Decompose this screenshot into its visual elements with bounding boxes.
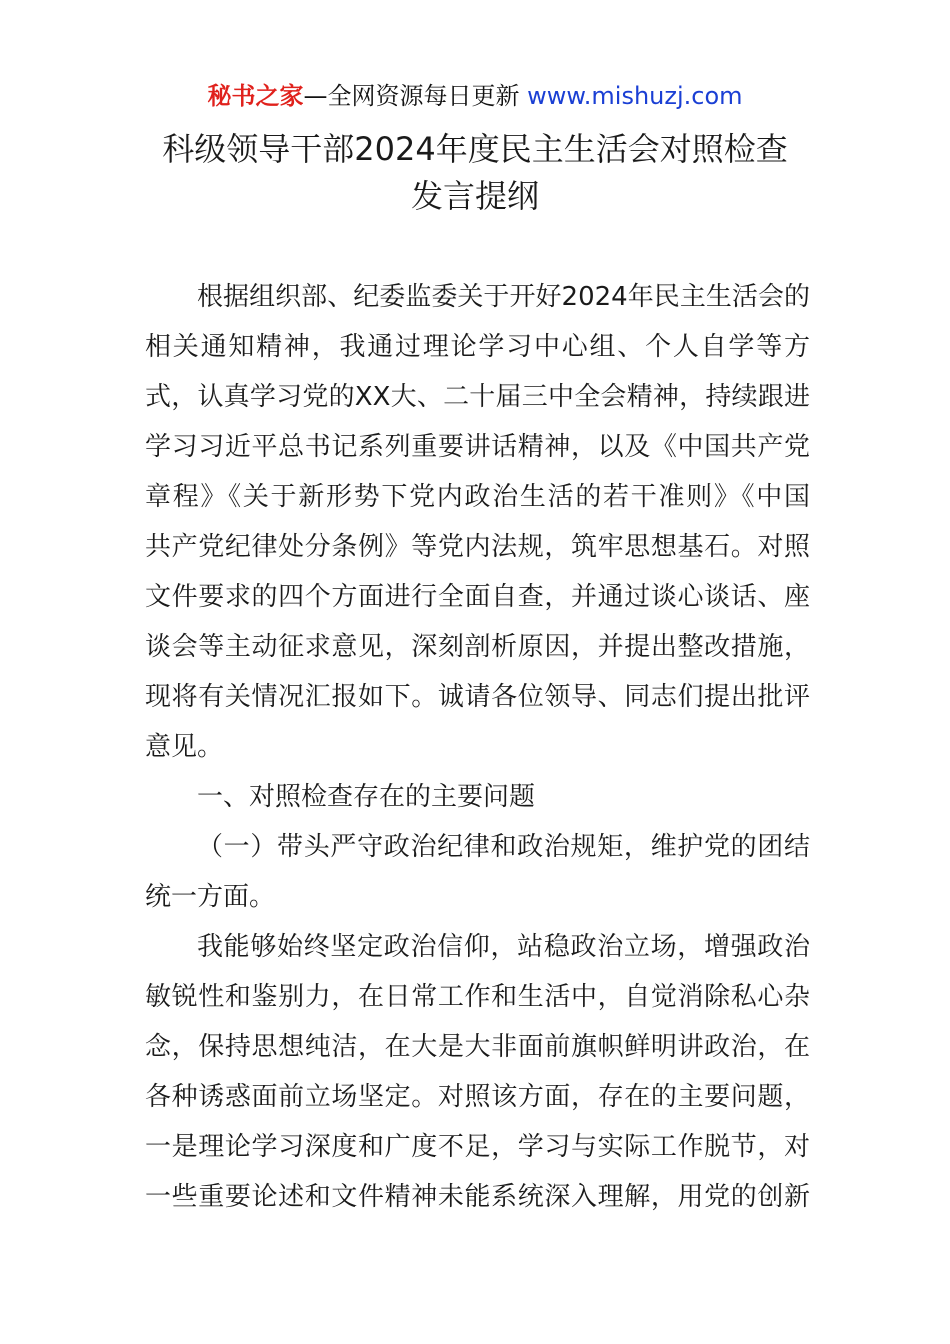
site-url-link[interactable]: www.mishuzj.com: [527, 82, 743, 110]
body-line: 文件要求的四个方面进行全面自查，并通过谈心谈话、座: [145, 582, 810, 612]
site-header: [0, 80, 950, 112]
document-title-line-1: 科级领导干部2024年度民主生活会对照检查: [162, 130, 788, 168]
body-line: 根据组织部、纪委监委关于开好2024年民主生活会的: [197, 282, 810, 312]
body-line: 章程》《关于新形势下党内政治生活的若干准则》《中国: [145, 482, 810, 512]
body-line: 一是理论学习深度和广度不足，学习与实际工作脱节，对: [145, 1132, 810, 1162]
body-line: 式，认真学习党的XX大、二十届三中全会精神，持续跟进: [145, 382, 810, 412]
body-line: 相关通知精神，我通过理论学习中心组、个人自学等方: [145, 332, 810, 362]
header-tagline: —全网资源每日更新: [303, 82, 528, 110]
body-line: 一些重要论述和文件精神未能系统深入理解，用党的创新: [145, 1182, 810, 1212]
body-line: 意见。: [145, 732, 224, 762]
body-line: 各种诱惑面前立场坚定。对照该方面，存在的主要问题，: [145, 1082, 810, 1112]
subsection-heading-cont: 统一方面。: [145, 882, 276, 912]
brand-name: 秘书之家: [207, 82, 304, 110]
body-line: 现将有关情况汇报如下。诚请各位领导、同志们提出批评: [145, 682, 810, 712]
body-line: 谈会等主动征求意见，深刻剖析原因，并提出整改措施，: [145, 632, 810, 662]
document-title-line-2: 发言提纲: [410, 177, 539, 215]
body-line: 学习习近平总书记系列重要讲话精神，以及《中国共产党: [145, 432, 810, 462]
body-line: 敏锐性和鉴别力，在日常工作和生活中，自觉消除私心杂: [145, 982, 810, 1012]
subsection-heading: （一）带头严守政治纪律和政治规矩，维护党的团结: [197, 832, 810, 862]
document-body: [145, 272, 810, 1222]
body-line: 念，保持思想纯洁，在大是大非面前旗帜鲜明讲政治，在: [145, 1032, 810, 1062]
section-heading: 一、对照检查存在的主要问题: [197, 782, 536, 812]
body-line: 共产党纪律处分条例》等党内法规，筑牢思想基石。对照: [145, 532, 810, 562]
body-line: 我能够始终坚定政治信仰，站稳政治立场，增强政治: [197, 932, 810, 962]
